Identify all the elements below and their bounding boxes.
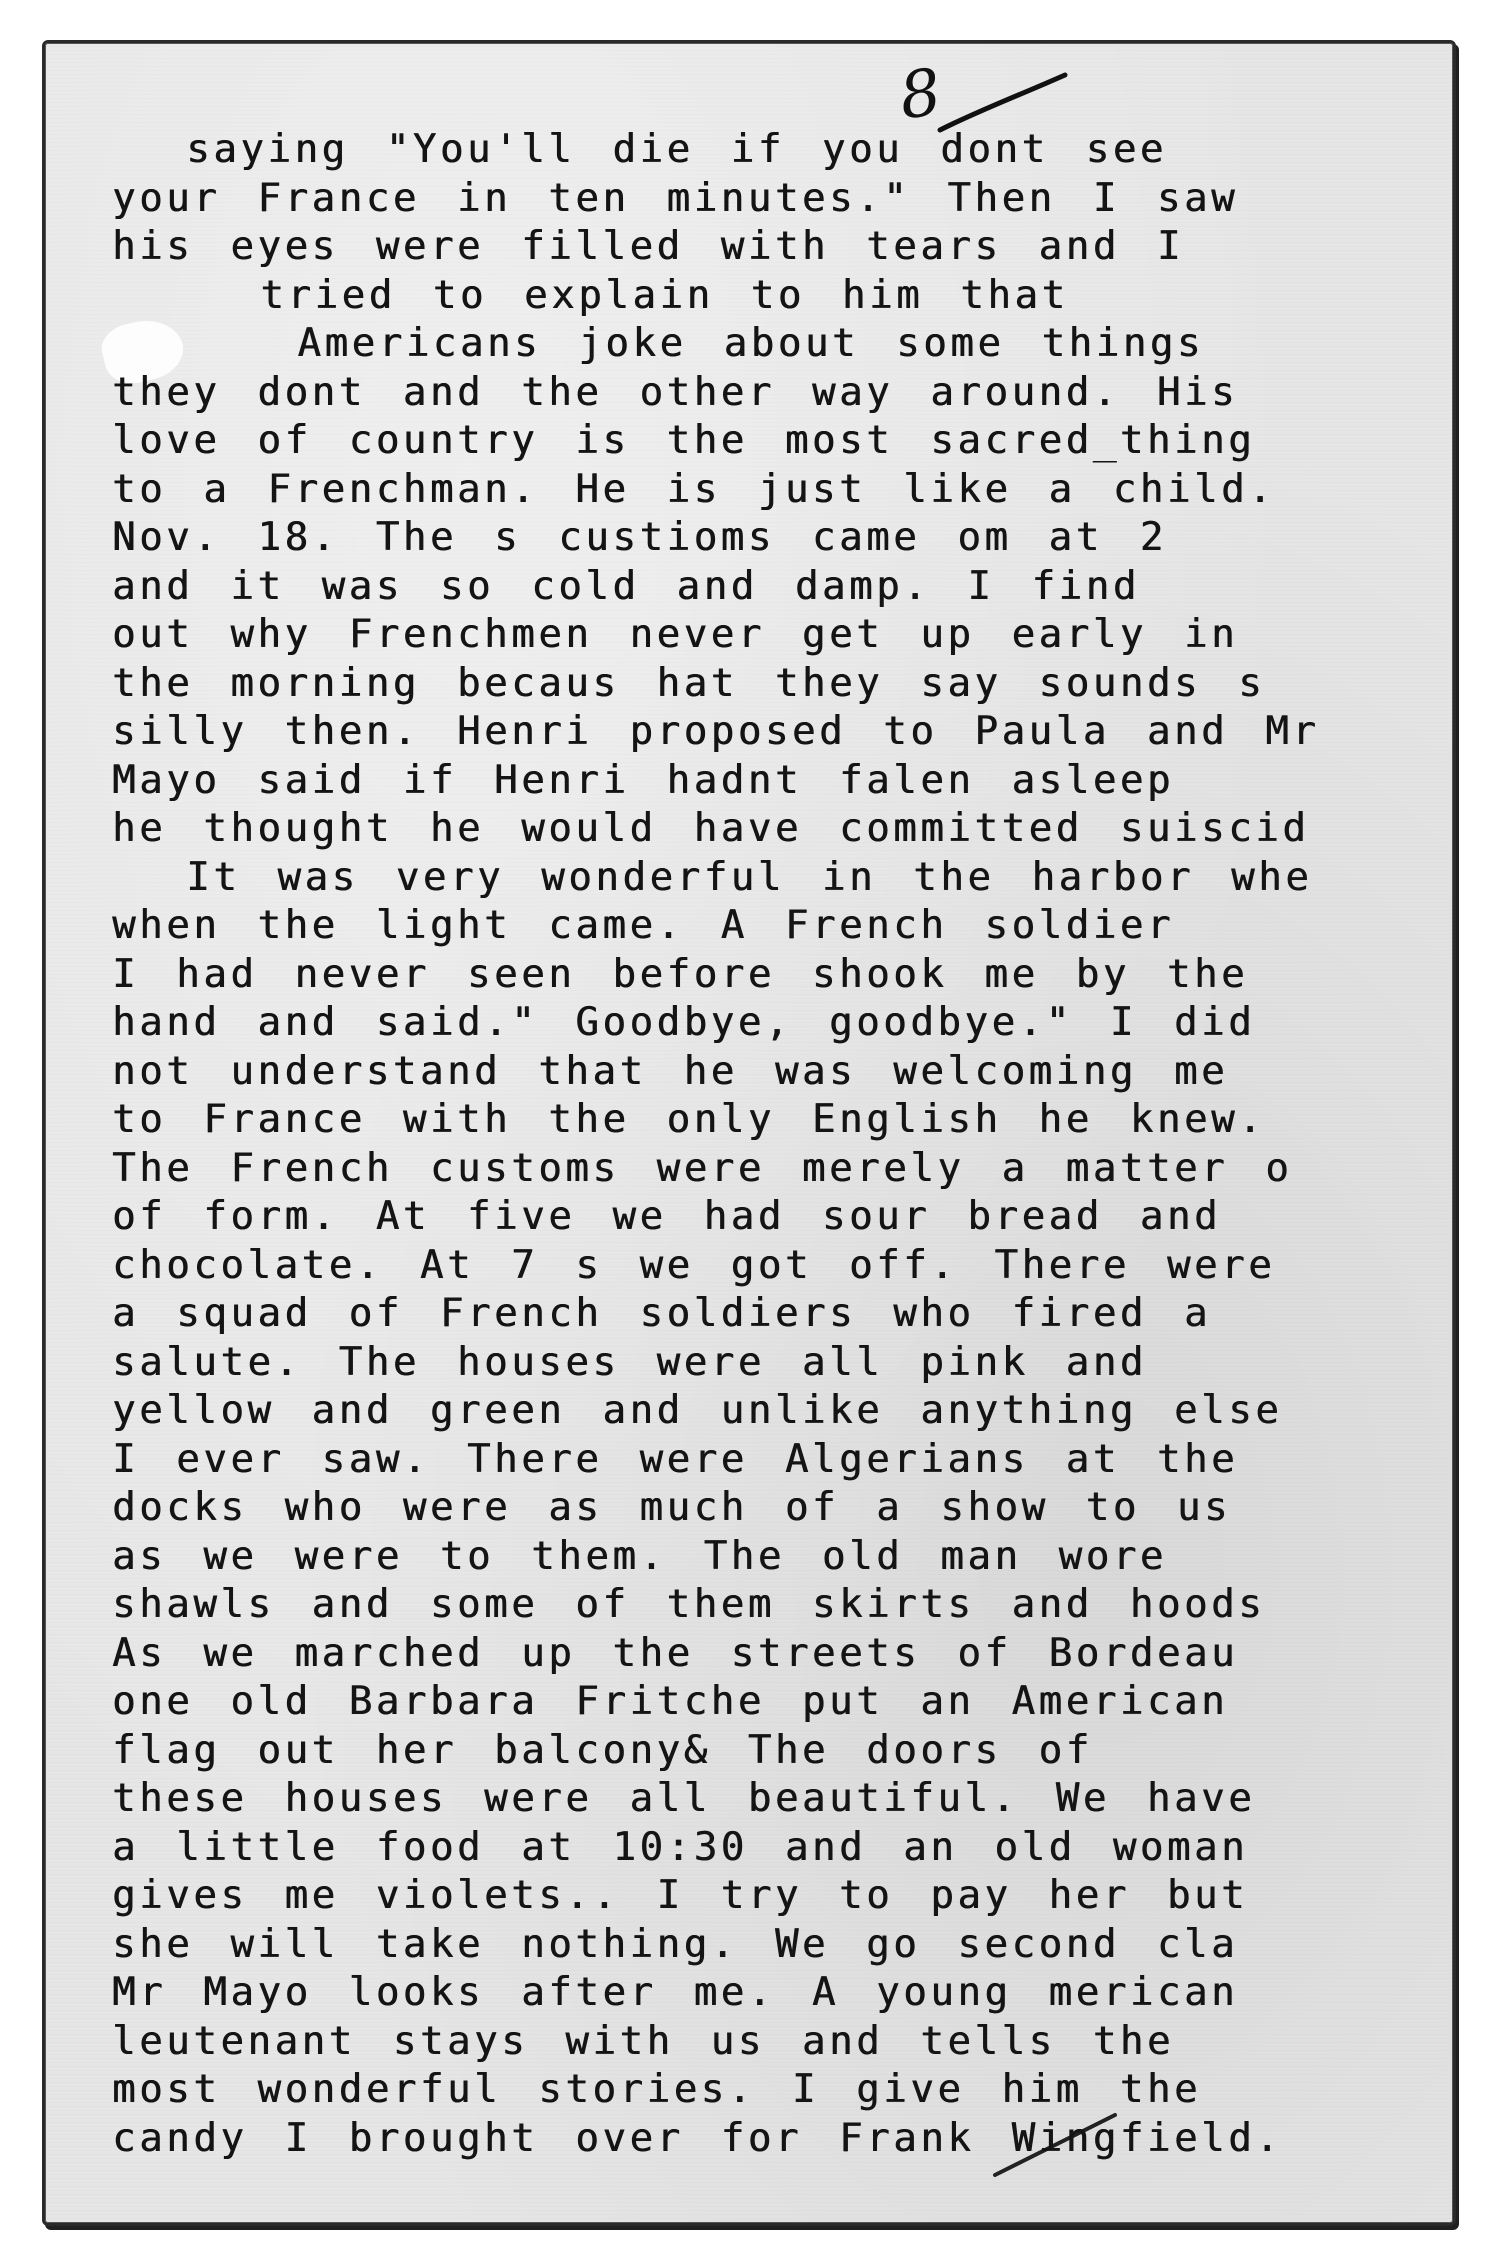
text-line: docks who were as much of a show to us [112, 1485, 1232, 1530]
text-line: shawls and some of them skirts and hoods [112, 1582, 1266, 1627]
text-line: I had never seen before shook me by the [112, 951, 1249, 997]
text-line: not understand that he was welcoming me [112, 1048, 1229, 1094]
text-line: I ever saw. There were Algerians at the [112, 1436, 1239, 1482]
text-line: to France with the only English he knew. [112, 1097, 1266, 1142]
text-line: she will take nothing. We go second cla [112, 1921, 1239, 1967]
text-line: his eyes were filled with tears and I [112, 224, 1184, 269]
text-line: yellow and green and unlike anything else [112, 1388, 1283, 1433]
text-line: gives me violets.. I try to pay her but [112, 1873, 1249, 1918]
text-line: It was very wonderful in the harbor whe [112, 854, 1313, 900]
text-line: the morning becaus hat they say sounds s [112, 660, 1266, 706]
handwritten-page-number: 8 [895, 55, 946, 135]
text-line: flag out her balcony& The doors of [112, 1727, 1093, 1773]
text-line: Mr Mayo looks after me. A young merican [112, 1970, 1239, 2015]
text-line: love of country is the most sacred_thing [112, 418, 1256, 463]
text-line: one old Barbara Fritche put an American [112, 1679, 1229, 1724]
text-line: a little food at 10:30 and an old woman [112, 1824, 1249, 1870]
text-line: these houses were all beautiful. We have [112, 1776, 1256, 1821]
text-line: and it was so cold and damp. I find [112, 563, 1140, 609]
text-line: of form. At five we had sour bread and [112, 1194, 1222, 1239]
text-line: as we were to them. The old man wore [112, 1533, 1167, 1579]
text-line: candy I brought over for Frank Wingfield. [112, 2115, 1283, 2161]
text-line: they dont and the other way around. His [112, 369, 1239, 415]
text-line: leutenant stays with us and tells the [112, 2018, 1174, 2064]
text-line: he thought he would have committed suiscid [112, 806, 1310, 851]
text-line: As we marched up the streets of Bordeau [112, 1630, 1239, 1676]
text-line: most wonderful stories. I give him the [112, 2067, 1202, 2112]
text-line: The French customs were merely a matter o [112, 1145, 1293, 1191]
text-line: when the light came. A French soldier [112, 903, 1174, 948]
text-line: out why Frenchmen never get up early in [112, 612, 1239, 657]
text-line: silly then. Henri proposed to Paula and Mr [112, 709, 1320, 754]
text-line: salute. The houses were all pink and [112, 1339, 1147, 1385]
text-line: hand and said." Goodbye, goodbye." I did [112, 1000, 1256, 1045]
text-line: tried to explain to him that [112, 272, 1069, 318]
text-line: Americans joke about some things [112, 321, 1204, 366]
text-line: to a Frenchman. He is just like a child. [112, 466, 1276, 512]
text-line: Nov. 18. The s custioms came om at 2 [112, 515, 1167, 560]
text-line: a squad of French soldiers who fired a [112, 1291, 1212, 1336]
text-line: saying "You'll die if you dont see [112, 127, 1167, 172]
text-line: your France in ten minutes." Then I saw [112, 175, 1239, 221]
typewritten-text [112, 126, 1442, 2163]
text-line: Mayo said if Henri hadnt falen asleep [112, 757, 1174, 803]
text-line: chocolate. At 7 s we got off. There were [112, 1242, 1276, 1288]
